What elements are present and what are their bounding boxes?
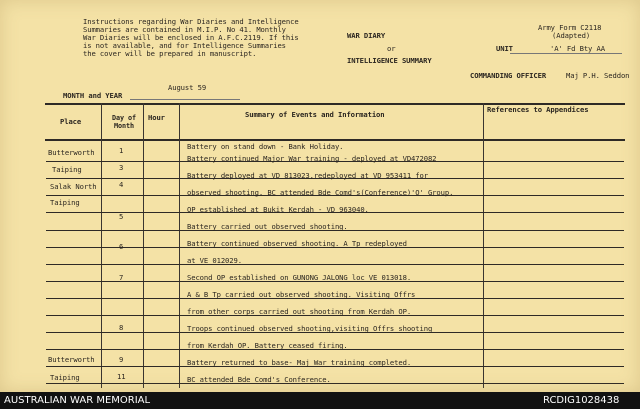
month-year-label: MONTH and YEAR — [63, 91, 123, 100]
army-form-number: Army Form C2118 — [538, 23, 602, 32]
unit-label: UNIT — [496, 44, 513, 53]
instructions-line: the cover will be prepared in manuscript. — [83, 49, 257, 58]
summary-line: Second OP established on GUNONG JALONG loc VE 013018. — [187, 273, 412, 282]
place-cell: Salak North — [50, 182, 97, 191]
day-cell: 6 — [119, 242, 124, 251]
column-header-references: References to Appendices — [487, 105, 589, 114]
war-diary-title: WAR DIARY — [347, 31, 386, 40]
summary-line: OP established at Bukit Kerdah - VD 963040. — [187, 205, 369, 214]
day-cell: 1 — [119, 146, 124, 155]
place-cell: Butterworth — [48, 355, 95, 364]
unit-value: 'A' Fd Bty AA — [550, 44, 605, 53]
summary-line: Battery carried out observed shooting. — [187, 222, 348, 231]
day-cell: 9 — [119, 355, 124, 364]
unit-underline — [510, 53, 622, 54]
title-or: or — [387, 44, 396, 53]
summary-line: Battery on stand down - Bank Holiday. — [187, 142, 344, 151]
place-cell: Butterworth — [48, 148, 95, 157]
commanding-officer-value: Maj P.H. Seddon — [566, 71, 630, 80]
summary-line: from Kerdah OP. Battery ceased firing. — [187, 341, 348, 350]
month-year-value: August 59 — [168, 83, 207, 92]
summary-line: at VE 012029. — [187, 256, 242, 265]
summary-line: Battery returned to base- Maj War training completed. — [187, 358, 412, 367]
day-cell: 4 — [119, 180, 124, 189]
day-cell: 8 — [119, 323, 124, 332]
summary-line: Battery continued Major War training - deployed at VD472082 — [187, 154, 437, 163]
row-rule — [46, 383, 624, 384]
column-divider — [143, 103, 144, 388]
army-form-adapted: (Adapted) — [552, 31, 591, 40]
day-cell: 5 — [119, 212, 124, 221]
instructions-line: War Diaries will be enclosed in A.F.C.2119. If this — [83, 33, 299, 42]
column-divider — [101, 103, 102, 388]
column-header-hour: Hour — [148, 113, 165, 122]
column-header-summary: Summary of Events and Information — [245, 110, 385, 119]
instructions-line: is not available, and for Intelligence Summaries — [83, 41, 286, 50]
day-cell: 7 — [119, 273, 124, 282]
summary-line: A & B Tp carried out observed shooting. Visiting Offrs — [187, 290, 416, 299]
table-header-rule — [45, 139, 625, 141]
column-header-place: Place — [60, 117, 82, 126]
column-divider — [483, 103, 484, 388]
column-header-day: Day of Month — [112, 114, 136, 130]
summary-line: Battery continued observed shooting. A Tp redeployed — [187, 239, 407, 248]
day-cell: 11 — [117, 372, 126, 381]
archive-name: AUSTRALIAN WAR MEMORIAL — [4, 395, 151, 406]
row-rule — [46, 264, 624, 265]
column-divider — [179, 103, 180, 388]
instructions-line: Summaries are contained in M.I.P. No 41. Monthly — [83, 25, 286, 34]
instructions-line: Instructions regarding War Diaries and Intelligence — [83, 17, 299, 26]
place-cell: Taiping — [50, 373, 80, 382]
archive-footer — [0, 392, 640, 409]
place-cell: Taiping — [50, 198, 80, 207]
intelligence-summary-title: INTELLIGENCE SUMMARY — [347, 56, 432, 65]
summary-line: observed shooting. BC attended Bde Comd's(Conference)'O' Group. — [187, 188, 454, 197]
place-cell: Taiping — [52, 165, 82, 174]
commanding-officer-label: COMMANDING OFFICER — [470, 71, 547, 80]
archive-reference: RCDIG1028438 — [543, 395, 620, 406]
month-year-underline — [130, 99, 240, 100]
summary-line: Battery deployed at VD 813023,redeployed at VD 953411 for — [187, 171, 428, 180]
summary-line: Troops continued observed shooting,visiting Offrs shooting — [187, 324, 433, 333]
summary-line: BC attended Bde Comd's Conference. — [187, 375, 331, 384]
day-cell: 3 — [119, 163, 124, 172]
summary-line: from other corps carried out shooting from Kerdah OP. — [187, 307, 412, 316]
